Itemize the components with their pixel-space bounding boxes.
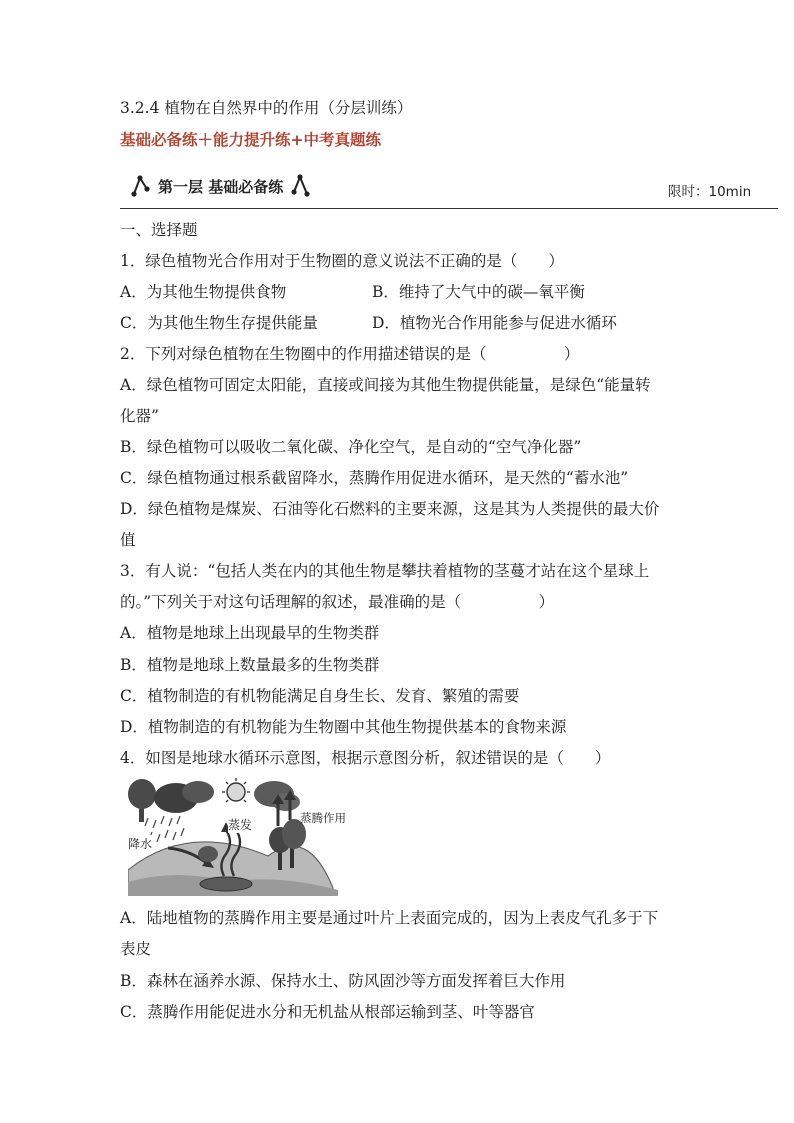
q2-stem: 2．下列对绿色植物在生物圈中的作用描述错误的是（ ） — [120, 345, 580, 363]
molecule-left-icon — [128, 173, 152, 199]
q2-option-b: B．绿色植物可以吸收二氧化碳、净化空气，是自动的“空气净化器” — [120, 438, 582, 456]
section-heading: 一、选择题 — [120, 221, 198, 239]
figure-label-evaporation: 蒸发 — [228, 818, 253, 832]
q3-option-a: A．植物是地球上出现最早的生物类群 — [120, 624, 380, 642]
q2-option-a-line2: 化器” — [120, 407, 159, 425]
q4-option-a-line1: A．陆地植物的蒸腾作用主要是通过叶片上表面完成的，因为上表皮气孔多于下 — [120, 909, 659, 927]
q1-option-d: D．植物光合作用能参与促进水循环 — [372, 314, 617, 332]
q1-option-c: C．为其他生物生存提供能量 — [120, 314, 318, 332]
q4-option-b: B．森林在涵养水源、保持水土、防风固沙等方面发挥着巨大作用 — [120, 972, 566, 990]
figure-label-transpiration: 蒸腾作用 — [300, 811, 346, 825]
page-title: 3.2.4 植物在自然界中的作用（分层训练） — [120, 99, 413, 117]
q1-option-b: B．维持了大气中的碳—氧平衡 — [372, 283, 585, 301]
q2-option-a-line1: A．绿色植物可固定太阳能，直接或间接为其他生物提供能量，是绿色“能量转 — [120, 376, 651, 394]
q4-stem: 4．如图是地球水循环示意图，根据示意图分析，叙述错误的是（ ） — [120, 749, 611, 767]
q2-option-d-line2: 值 — [120, 531, 136, 549]
q3-stem-line1: 3．有人说：“包括人类在内的其他生物是攀扶着植物的茎蔓才站在这个星球上 — [120, 562, 650, 580]
figure-label-precipitation: 降水 — [128, 837, 153, 851]
water-cycle-figure — [128, 778, 358, 896]
q4-option-c: C．蒸腾作用能促进水分和无机盐从根部运输到茎、叶等器官 — [120, 1003, 535, 1021]
q3-option-d: D．植物制造的有机物能为生物圈中其他生物提供基本的食物来源 — [120, 718, 567, 736]
level-label: 第一层 基础必备练 — [158, 177, 284, 196]
q2-option-c: C．绿色植物通过根系截留降水，蒸腾作用促进水循环，是天然的“蓄水池” — [120, 469, 629, 487]
q3-option-b: B．植物是地球上数量最多的生物类群 — [120, 656, 380, 674]
q3-option-c: C．植物制造的有机物能满足自身生长、发育、繁殖的需要 — [120, 687, 520, 705]
q2-option-d-line1: D．绿色植物是煤炭、石油等化石燃料的主要来源，这是其为人类提供的最大价 — [120, 500, 660, 518]
molecule-right-icon — [289, 173, 313, 199]
q3-stem-line2: 的。”下列关于对这句话理解的叙述，最准确的是（ ） — [120, 593, 555, 611]
level-banner — [128, 171, 313, 201]
q4-option-a-line2: 表皮 — [120, 940, 152, 958]
q1-option-a: A．为其他生物提供食物 — [120, 283, 287, 301]
q1-stem: 1．绿色植物光合作用对于生物圈的意义说法不正确的是（ ） — [120, 252, 564, 270]
time-limit: 限时：10min — [668, 184, 752, 200]
page-subtitle: 基础必备练＋能力提升练+中考真题练 — [120, 131, 381, 149]
header-divider — [120, 208, 778, 209]
